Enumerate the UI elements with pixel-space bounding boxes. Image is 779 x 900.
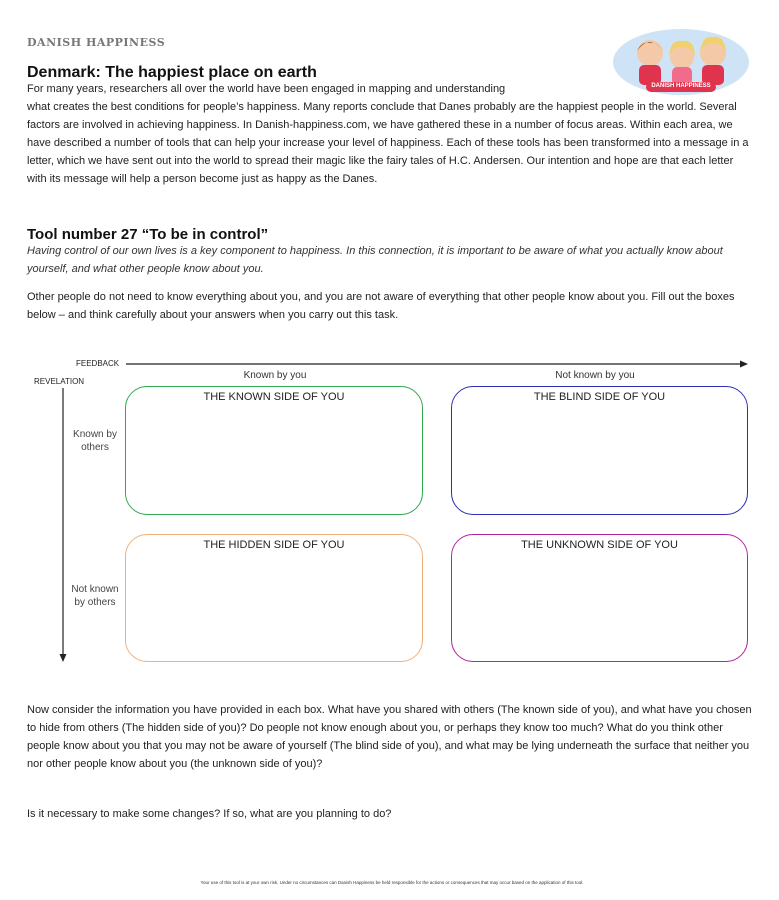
blind-side-title: THE BLIND SIDE OF YOU	[533, 391, 666, 403]
row-not-known-line1: Not known	[71, 584, 119, 595]
col-known-by-you: Known by you	[243, 370, 307, 381]
hidden-side-title: THE HIDDEN SIDE OF YOU	[203, 539, 345, 551]
revelation-label: REVELATION	[34, 377, 85, 386]
reflection-paragraph: Now consider the information you have provided in each box. What have you shared with others (The known side of you), and what have you chosen to hide from others (The hidden side of you)? Do people not know enough about you, or perhaps they know too much? What do you think other people know about you that you may not be aware of yourself (The blind side of you), and what may be lying underneath the surface that neither you nor other people know about you (the unknown side of you)?	[27, 704, 752, 770]
blind-side-box[interactable]	[451, 386, 748, 515]
logo-text: DANISH HAPPINESS	[651, 83, 711, 89]
row-not-known-line2: by others	[74, 597, 116, 608]
row-known-by-others	[62, 428, 128, 454]
tool-intro: Having control of our own lives is a key component to happiness. In this connection, it is important to be aware of what you actually know about yourself, and what other people know about you.	[27, 245, 723, 275]
row-known-line1: Known by	[73, 429, 117, 440]
intro-paragraph: what creates the best conditions for people’s happiness. Many reports conclude that Danes probably are the happiest people in the world. Several factors are involved in achieving happiness. In Danish-happiness.com, we have gathered these in a number of focus areas. Within each area, we have described a number of tools that can help your increase your level of happiness. Each of these tools has been transformed into a message in a letter, which we have sent out into the world to spread their magic like the fairy tales of H.C. Andersen. Our intention and hope are that each letter with its message will help a person become just as happy as the Danes.	[27, 101, 749, 185]
row-not-known-by-others	[62, 583, 128, 609]
page-title: Denmark: The happiest place on earth	[27, 64, 317, 81]
reflection-question: Is it necessary to make some changes? If so, what are you planning to do?	[27, 808, 392, 820]
tool-title: Tool number 27 “To be in control”	[27, 226, 269, 243]
feedback-label: FEEDBACK	[76, 359, 120, 368]
brand-heading: DANISH HAPPINESS	[27, 36, 166, 49]
known-side-title: THE KNOWN SIDE OF YOU	[203, 391, 345, 403]
known-side-box[interactable]	[125, 386, 423, 515]
footer-disclaimer: Your use of this tool is at your own risk. Under no circumstances can Danish Happiness be held responsible for the actions or consequences that may occur based on the application of this tool.	[200, 880, 584, 885]
unknown-side-title: THE UNKNOWN SIDE OF YOU	[521, 539, 678, 551]
row-known-line2: others	[81, 442, 109, 453]
unknown-side-box[interactable]	[451, 534, 748, 662]
hidden-side-box[interactable]	[125, 534, 423, 662]
intro-paragraph-line1: For many years, researchers all over the world have been engaged in mapping and understanding	[27, 83, 506, 95]
tool-instructions: Other people do not need to know everything about you, and you are not aware of everything that other people know about you. Fill out the boxes below – and think carefully about your answers when you carry out this task.	[27, 291, 735, 321]
col-not-known-by-you: Not known by you	[555, 370, 635, 381]
